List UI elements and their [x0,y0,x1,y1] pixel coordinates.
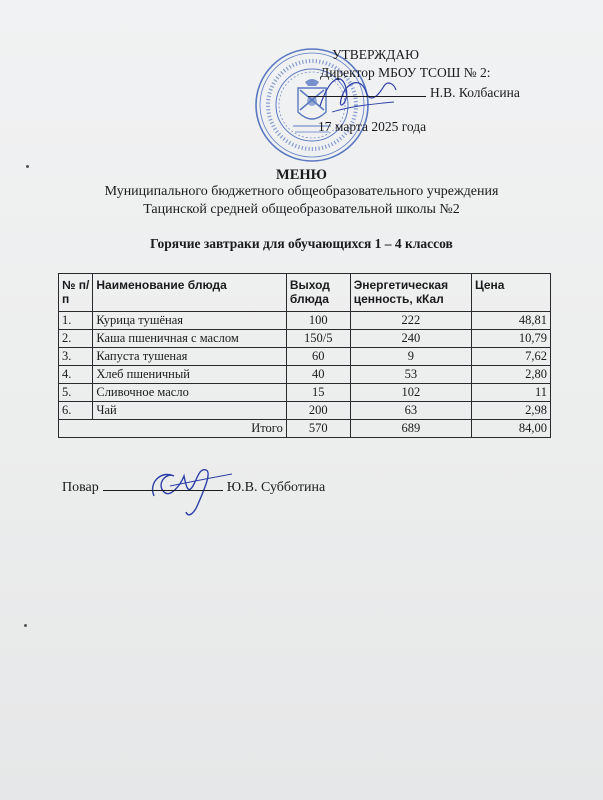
row-num: 5. [59,384,93,402]
row-energy: 222 [350,312,471,330]
row-output: 200 [286,402,350,420]
table-total-row [59,420,551,438]
row-output: 150/5 [286,330,350,348]
approval-name: Н.В. Колбасина [430,85,520,100]
page-title: МЕНЮ [276,167,327,183]
row-num: 6. [59,402,93,420]
row-price: 48,81 [471,312,550,330]
approval-date: 17 марта 2025 года [318,119,427,134]
menu-table [58,273,551,438]
header-name: Наименование блюда [93,274,286,312]
approval-signature-line [308,84,520,101]
row-num: 4. [59,366,93,384]
table-row [59,348,551,366]
header-output: Выход блюда [286,274,350,312]
header-num: № п/п [59,274,93,312]
row-output: 60 [286,348,350,366]
table-header-row [59,274,551,312]
total-output: 570 [286,420,350,438]
organization-line-1: Муниципального бюджетного общеобразовательного учреждения [104,184,499,199]
row-energy: 53 [350,366,471,384]
row-energy: 63 [350,402,471,420]
row-num: 3. [59,348,93,366]
row-energy: 9 [350,348,471,366]
row-output: 100 [286,312,350,330]
row-name: Сливочное масло [93,384,286,402]
row-name: Чай [93,402,286,420]
row-name: Курица тушёная [93,312,286,330]
approval-position: Директор МБОУ ТСОШ № 2: [320,65,491,80]
cook-signature-line [62,480,325,496]
row-price: 7,62 [471,348,550,366]
total-label: Итого [59,420,287,438]
signature-blank [103,490,223,491]
row-output: 15 [286,384,350,402]
table-row [59,402,551,420]
row-output: 40 [286,366,350,384]
table-row [59,366,551,384]
table-row [59,312,551,330]
organization-line-2: Тацинской средней общеобразовательной школы №2 [143,202,460,217]
cook-name: Ю.В. Субботина [226,480,326,495]
total-price: 84,00 [471,420,550,438]
row-price: 10,79 [471,330,550,348]
row-energy: 240 [350,330,471,348]
row-name: Каша пшеничная с маслом [93,330,286,348]
approval-heading: УТВЕРЖДАЮ [332,47,420,62]
menu-subtitle: Горячие завтраки для обучающихся 1 – 4 классов [150,236,453,251]
row-energy: 102 [350,384,471,402]
row-price: 2,98 [471,402,550,420]
paper-speck [24,624,27,627]
header-price: Цена [471,274,550,312]
signature-blank [308,96,426,97]
row-price: 2,80 [471,366,550,384]
row-name: Капуста тушеная [93,348,286,366]
table-row [59,330,551,348]
cook-label: Повар [62,480,99,495]
row-price: 11 [471,384,550,402]
row-num: 1. [59,312,93,330]
table-row [59,384,551,402]
header-energy: Энергетическая ценность, кКал [350,274,471,312]
row-num: 2. [59,330,93,348]
total-energy: 689 [350,420,471,438]
row-name: Хлеб пшеничный [93,366,286,384]
